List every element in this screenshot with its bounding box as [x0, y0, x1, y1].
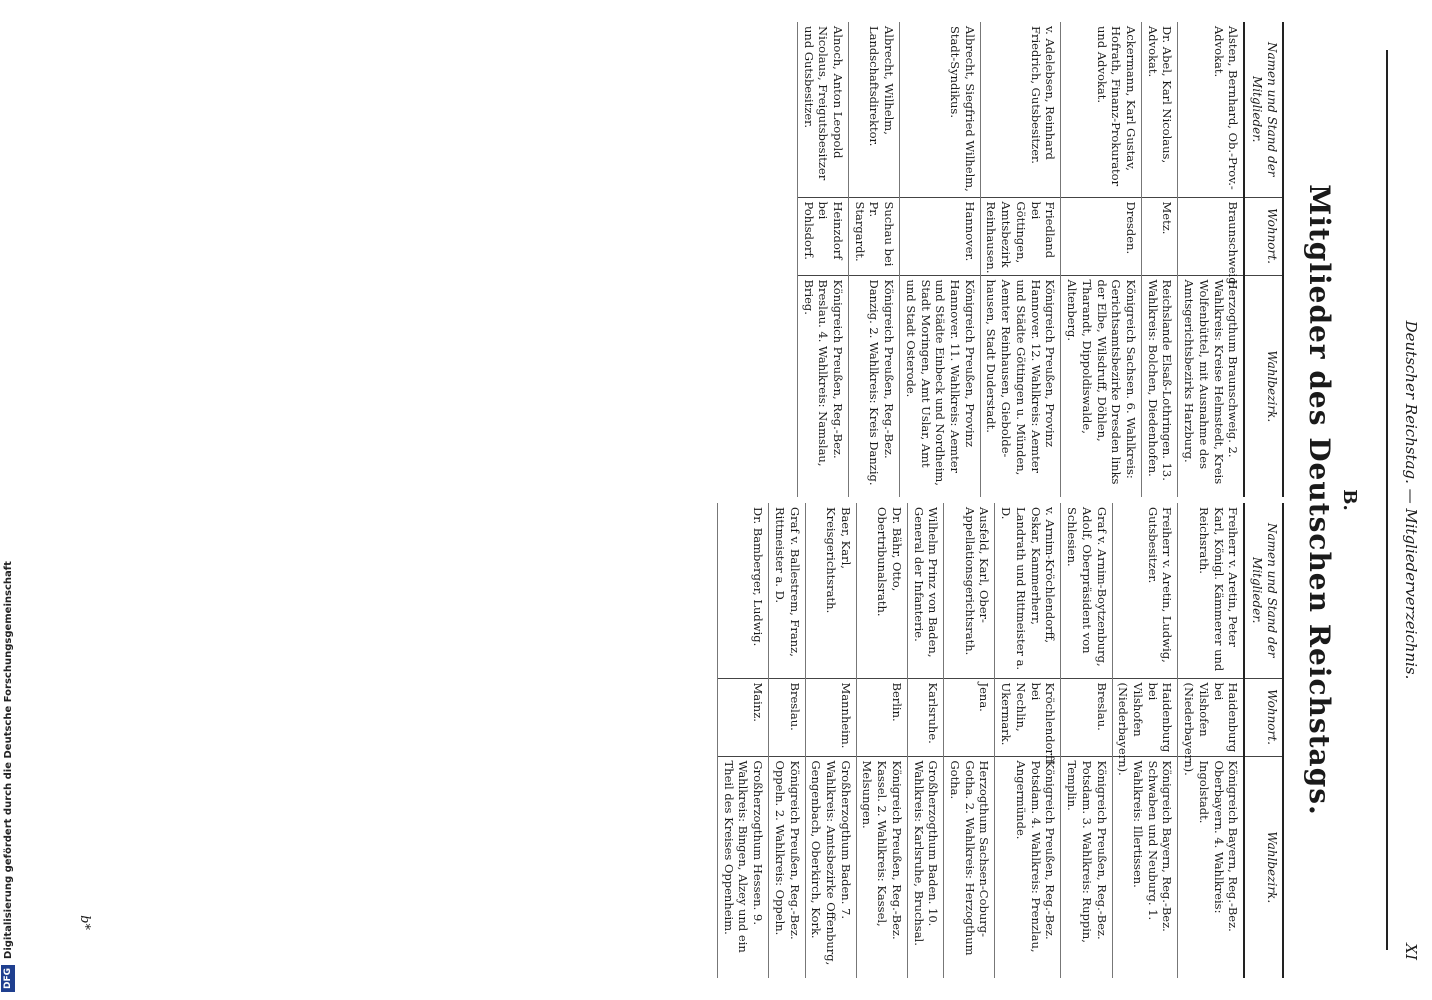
col-header-district: Wahlbezirk.: [1244, 275, 1283, 497]
page-number: XI: [1402, 943, 1420, 960]
member-district: Königreich Bayern, Reg.-Bez. Oberbayern. 4. Wahlkreis: Ingolstadt.: [1178, 756, 1244, 978]
table-row: [944, 503, 995, 978]
member-residence: Haidenburg bei Vilshofen (Niederbayern).: [1112, 678, 1178, 756]
member-residence: Jena.: [944, 678, 995, 756]
member-district: Königreich Preußen, Reg.-Bez. Breslau. 4. Wahlkreis: Namslau, Brieg.: [797, 275, 848, 497]
member-name: v. Adelebsen, Reinhard Friedrich, Gutsbesitzer.: [980, 22, 1061, 197]
member-name: v. Arnim-Kröchlendorff, Oskar, Kammerherr, Landrath und Rittmeister a. D.: [995, 503, 1061, 678]
members-table-left: [797, 22, 1284, 497]
member-residence: Kröchlendorff bei Nechlin, Ukermark.: [995, 678, 1061, 756]
col-header-residence: Wohnort.: [1244, 678, 1283, 756]
member-residence: Haidenburg bei Vilshofen (Niederbayern).: [1178, 678, 1244, 756]
member-district: Reichslande Elsaß-Lothringen. 13. Wahlkreis: Bolchen, Diedenhofen.: [1141, 275, 1177, 497]
member-name: Graf v. Arnim-Boytzenburg, Adolf, Oberpräsident von Schlesien.: [1061, 503, 1112, 678]
member-residence: Suchau bei Pr. Stargardt.: [849, 197, 900, 275]
member-residence: Mannheim.: [805, 678, 856, 756]
running-header: [1394, 30, 1420, 970]
table-row: [805, 503, 856, 978]
table-row: [1112, 503, 1178, 978]
table-row: [1178, 503, 1244, 978]
member-district: Großherzogthum Hessen. 9. Wahlkreis: Bingen, Alzey und ein Theil des Kreises Oppenheim.: [718, 756, 769, 978]
member-residence: Heinzdorf bei Pohlsdorf.: [797, 197, 848, 275]
member-district: Königreich Preußen, Reg.-Bez. Kassel. 2. Wahlkreis: Kassel, Melsungen.: [856, 756, 907, 978]
member-residence: Mainz.: [718, 678, 769, 756]
table-row: [797, 22, 848, 497]
member-name: Dr. Bamberger, Ludwig.: [718, 503, 769, 678]
section-letter: B.: [1339, 489, 1360, 511]
col-header-name: Namen und Stand der Mitglieder.: [1244, 503, 1283, 678]
table-row: [980, 22, 1061, 497]
member-name: Dr. Abel, Karl Nicolaus, Advokat.: [1141, 22, 1177, 197]
member-residence: Hannover.: [900, 197, 981, 275]
table-row: [769, 503, 805, 978]
digitization-strip: [0, 0, 18, 1000]
member-district: Königreich Bayern, Reg.-Bez. Schwaben und Neuburg. 1. Wahlkreis: Illertissen.: [1112, 756, 1178, 978]
table-row: [907, 503, 943, 978]
member-district: Königreich Preußen, Reg.-Bez. Danzig. 2. Wahlkreis: Kreis Danzig.: [849, 275, 900, 497]
member-district: Königreich Preußen, Reg.-Bez. Oppeln. 2. Wahlkreis: Oppeln.: [769, 756, 805, 978]
member-residence: Karlsruhe.: [907, 678, 943, 756]
table-row: [900, 22, 981, 497]
table-row: [1061, 22, 1142, 497]
member-district: Herzogthum Sachsen-Coburg-Gotha. 2. Wahlkreis: Herzogthum Gotha.: [944, 756, 995, 978]
member-district: Königreich Preußen, Reg.-Bez. Potsdam. 4. Wahlkreis: Prenzlau, Angermünde.: [995, 756, 1061, 978]
member-name: Freiherr v. Aretin, Ludwig, Gutsbesitzer.: [1112, 503, 1178, 678]
member-name: Baer, Karl, Kreisgerichtsrath.: [805, 503, 856, 678]
member-district: Königreich Preußen, Provinz Hannover. 12. Wahlkreis: Aemter und Städte Göttingen u. Münden, Aemter Reinhausen, Giebolde-hausen, Stadt Duderstadt.: [980, 275, 1061, 497]
member-district: Königreich Sachsen. 6. Wahlkreis: Gerichtsamtsbezirke Dresden links der Elbe, Wilsdruff, Döhlen, Tharandt, Dippoldiswalde, Altenberg.: [1061, 275, 1142, 497]
col-header-name: Namen und Stand der Mitglieder.: [1244, 22, 1283, 197]
header-title: Deutscher Reichstag. — Mitgliederverzeichnis.: [1402, 320, 1420, 680]
member-district: Königreich Preußen, Provinz Hannover. 11. Wahlkreis: Aemter und Städte Einbeck und Nordheim, Stadt Moringen, Amt Uslar, Amt und Stadt Osterode.: [900, 275, 981, 497]
member-residence: Friedland bei Göttingen, Amtsbezirk Reinhausen.: [980, 197, 1061, 275]
member-district: Herzogthum Braunschweig. 2. Wahlkreis: Kreise Helmstedt, Kreis Wolfenbüttel, mit Ausnahme des Amtsgerichtsbezirks Harzburg.: [1178, 275, 1244, 497]
member-name: Wilhelm Prinz von Baden, General der Infanterie.: [907, 503, 943, 678]
member-residence: Braunschweig.: [1178, 197, 1244, 275]
member-district: Großherzogthum Baden. 10. Wahlkreis: Karlsruhe, Bruchsal.: [907, 756, 943, 978]
member-name: Albrecht, Wilhelm, Landschaftsdirektor.: [849, 22, 900, 197]
member-district: Großherzogthum Baden. 7. Wahlkreis: Amtsbezirke Offenburg, Gengenbach, Oberkirch, Kork.: [805, 756, 856, 978]
table-row: [856, 503, 907, 978]
member-name: Graf v. Ballestrem, Franz, Rittmeister a. D.: [769, 503, 805, 678]
table-row: [849, 22, 900, 497]
member-name: Ackermann, Karl Gustav, Hofrath, Finanz-Prokurator und Advokat.: [1061, 22, 1142, 197]
table-row: [718, 503, 769, 978]
page-title: Mitglieder des Deutschen Reichstags.: [1303, 184, 1336, 816]
member-residence: Dresden.: [1061, 197, 1142, 275]
table-row: [995, 503, 1061, 978]
col-header-district: Wahlbezirk.: [1244, 756, 1283, 978]
signature-mark: b*: [77, 915, 92, 930]
member-name: Alnoch, Anton Leopold Nicolaus, Freigutsbesitzer und Gutsbesitzer.: [797, 22, 848, 197]
member-name: Freiherr v. Aretin, Peter Karl, Königl. Kämmerer und Reichsrath.: [1178, 503, 1244, 678]
col-header-residence: Wohnort.: [1244, 197, 1283, 275]
member-name: Ausfeld, Karl, Ober-Appellationsgerichtsrath.: [944, 503, 995, 678]
member-name: Albrecht, Siegfried Wilhelm, Stadt-Syndikus.: [900, 22, 981, 197]
table-header-row: [1244, 22, 1283, 497]
table-row: [1141, 22, 1177, 497]
member-residence: Metz.: [1141, 197, 1177, 275]
digitization-note: Digitalisierung gefördert durch die Deutsche Forschungsgemeinschaft: [3, 561, 14, 959]
header-rule: [1386, 50, 1388, 950]
members-table-right: [717, 503, 1284, 978]
member-name: Dr. Bähr, Otto, Obertribunalsrath.: [856, 503, 907, 678]
dfg-logo: DFG: [1, 965, 15, 992]
member-name: Alsten, Bernhard, Ob.-Prov.-Advokat.: [1178, 22, 1244, 197]
member-residence: Berlin.: [856, 678, 907, 756]
member-district: Königreich Preußen, Reg.-Bez. Potsdam. 3. Wahlkreis: Ruppin, Templin.: [1061, 756, 1112, 978]
table-row: [1178, 22, 1244, 497]
member-residence: Breslau.: [769, 678, 805, 756]
table-row: [1061, 503, 1112, 978]
table-header-row: [1244, 503, 1283, 978]
member-residence: Breslau.: [1061, 678, 1112, 756]
